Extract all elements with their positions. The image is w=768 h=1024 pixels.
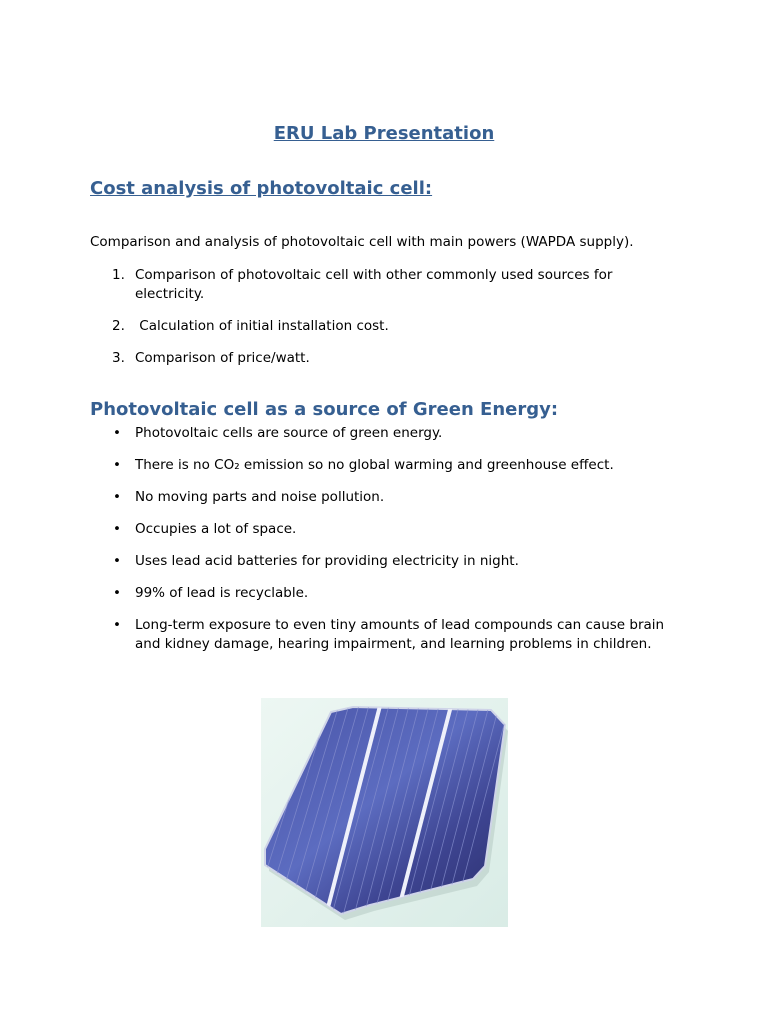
list-item-text: Comparison of photovoltaic cell with other commonly used sources for electricity. (135, 267, 613, 302)
list-item-text: 99% of lead is recyclable. (135, 585, 309, 601)
bullet-icon: • (113, 585, 121, 601)
list-item-text: Photovoltaic cells are source of green energy. (135, 425, 443, 441)
bullet-icon: • (113, 457, 121, 473)
list-item-text: Comparison of price/watt. (135, 350, 310, 366)
list-item (90, 266, 650, 304)
cost-analysis-heading: Cost analysis of photovoltaic cell: (90, 178, 433, 199)
list-item (90, 520, 690, 539)
list-item (90, 317, 650, 336)
solar-cell-image (261, 698, 508, 927)
list-item (90, 456, 690, 475)
list-item-text: Calculation of initial installation cost. (135, 318, 389, 334)
list-number: 3. (112, 350, 125, 366)
list-item (90, 424, 690, 443)
bullet-icon: • (113, 553, 121, 569)
list-item (90, 552, 690, 571)
green-energy-heading: Photovoltaic cell as a source of Green Energy: (90, 399, 559, 420)
bullet-icon: • (113, 521, 121, 537)
cost-numbered-list (90, 266, 650, 381)
list-number: 1. (112, 267, 125, 283)
cost-intro-paragraph: Comparison and analysis of photovoltaic cell with main powers (WAPDA supply). (90, 234, 634, 250)
green-energy-bullet-list (90, 424, 690, 667)
document-title: ERU Lab Presentation (273, 123, 495, 144)
list-item (90, 488, 690, 507)
list-item-text: Long-term exposure to even tiny amounts of lead compounds can cause brain and kidney damage, hearing impairment, and learning problems in children. (135, 617, 665, 652)
bullet-icon: • (113, 425, 121, 441)
list-item-text: Occupies a lot of space. (135, 521, 297, 537)
list-item (90, 616, 690, 654)
solar-cell-photo-icon (261, 698, 508, 927)
bullet-icon: • (113, 489, 121, 505)
list-item (90, 584, 690, 603)
list-item-text: No moving parts and noise pollution. (135, 489, 385, 505)
list-item-text: Uses lead acid batteries for providing electricity in night. (135, 553, 519, 569)
list-item-text: There is no CO₂ emission so no global warming and greenhouse effect. (135, 457, 614, 473)
list-number: 2. (112, 318, 125, 334)
list-item (90, 349, 650, 368)
bullet-icon: • (113, 617, 121, 633)
